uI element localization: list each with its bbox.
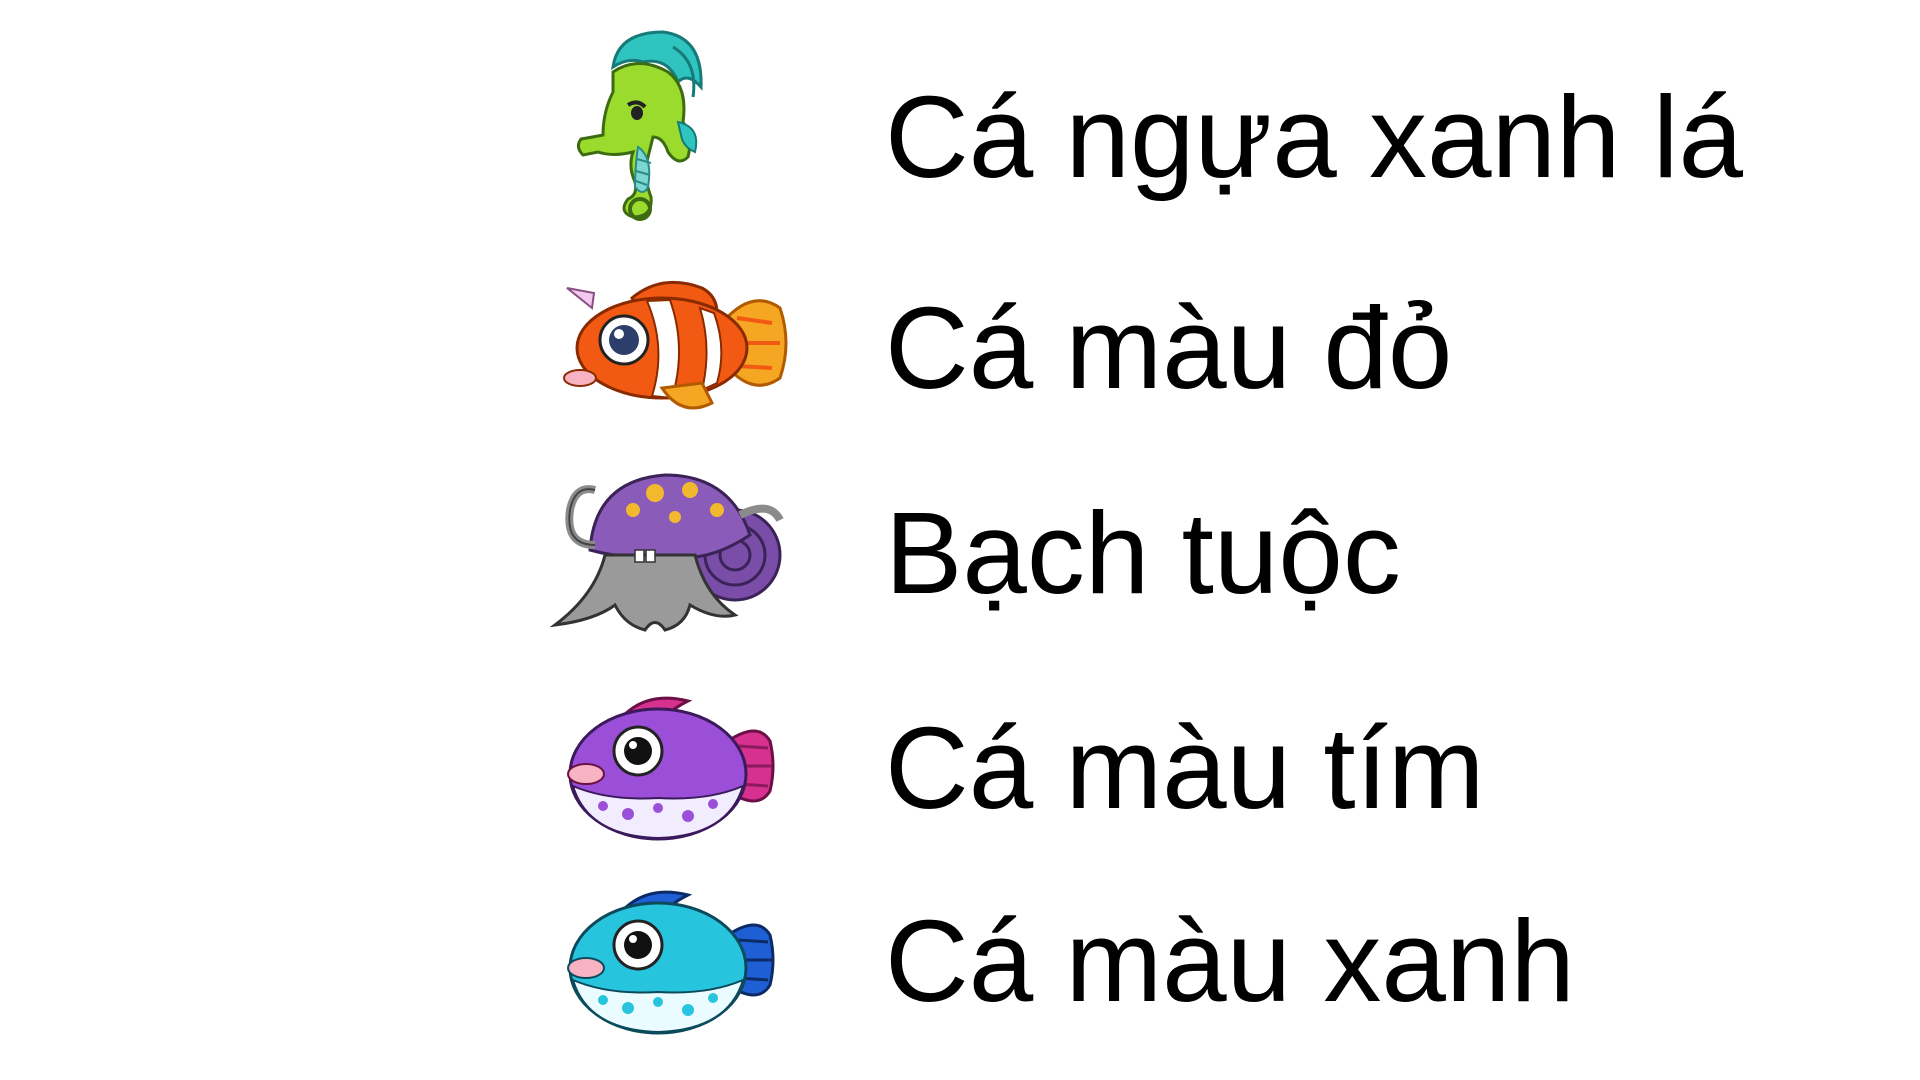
item-label: Bạch tuộc bbox=[885, 488, 1401, 618]
item-label: Cá màu xanh bbox=[885, 896, 1575, 1026]
blue-pufferfish-icon bbox=[558, 880, 778, 1040]
purple-pufferfish-icon bbox=[558, 686, 778, 846]
item-label: Cá ngựa xanh lá bbox=[885, 72, 1743, 202]
octopus-icon bbox=[535, 455, 795, 635]
item-label: Cá màu đỏ bbox=[885, 283, 1453, 413]
item-label: Cá màu tím bbox=[885, 703, 1485, 833]
green-seahorse-icon bbox=[573, 27, 723, 237]
red-clownfish-icon bbox=[552, 268, 792, 418]
